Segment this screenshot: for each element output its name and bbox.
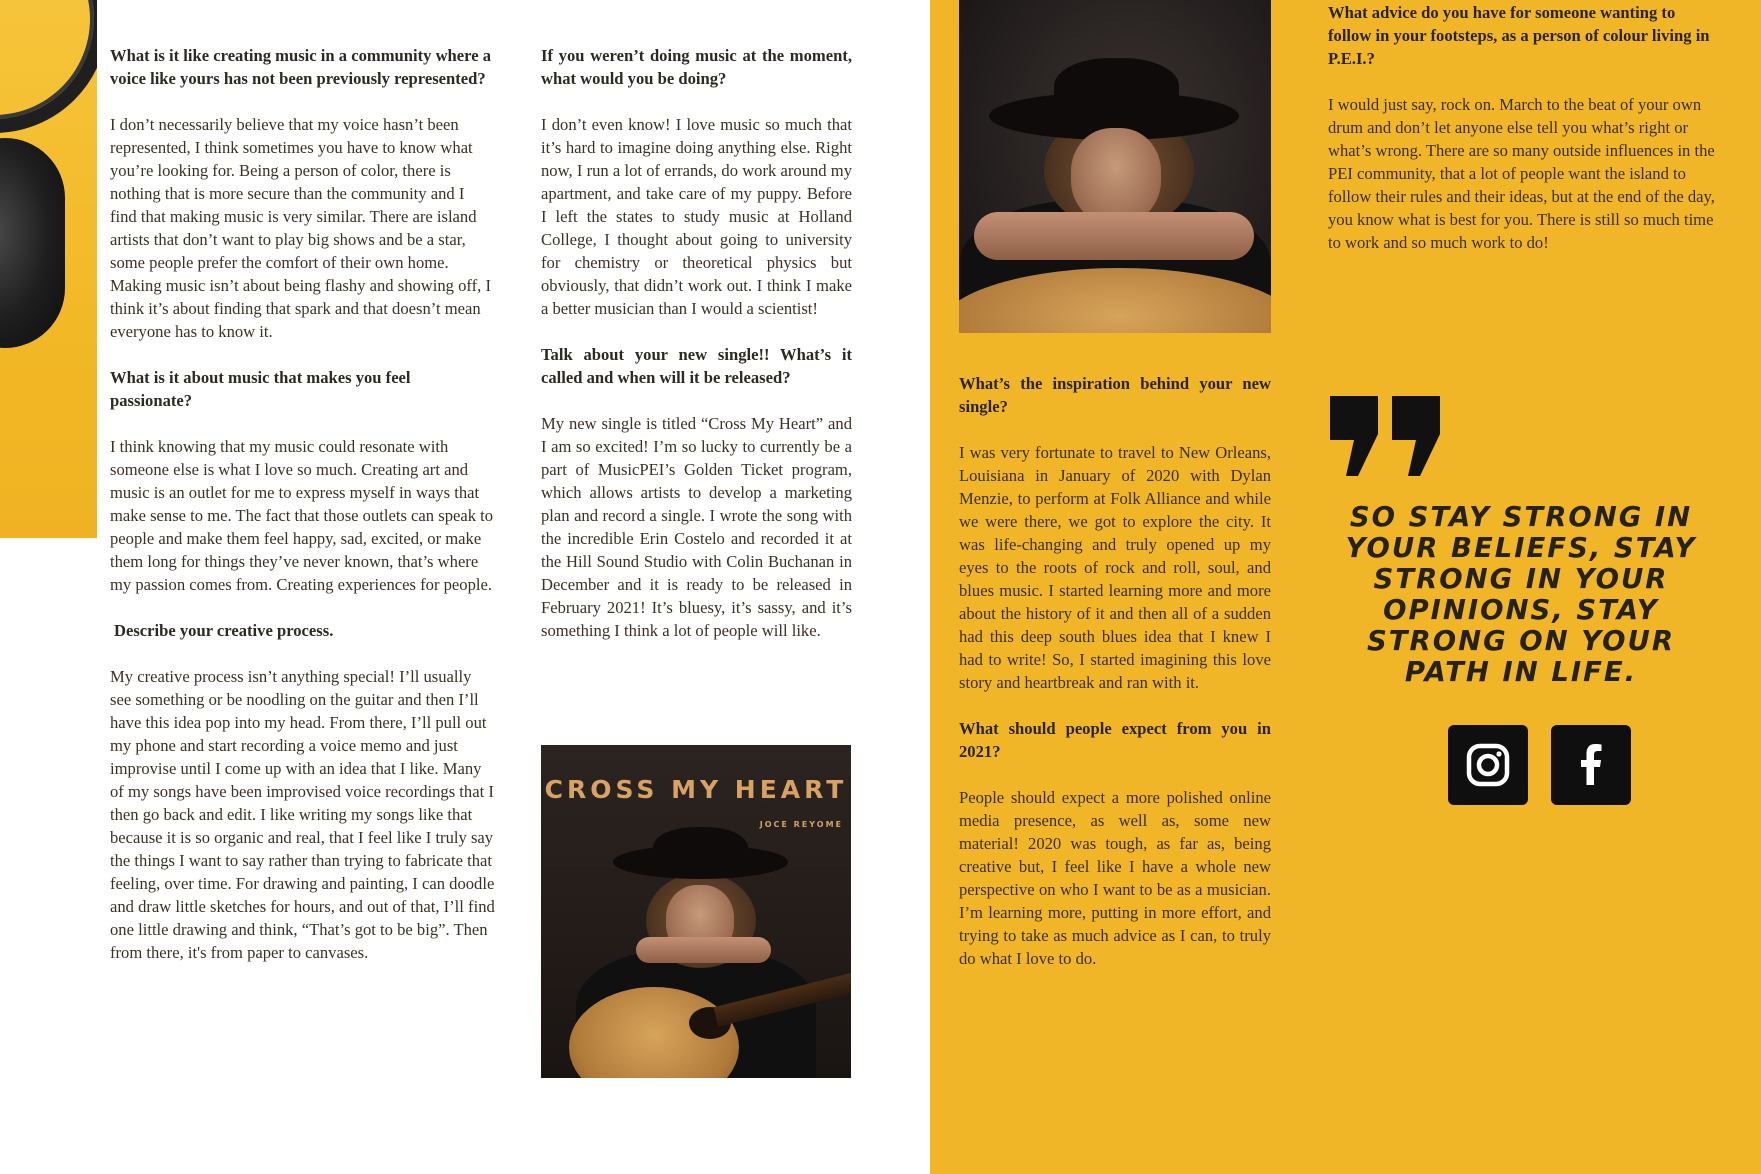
left-column-2 — [541, 44, 852, 665]
quote-marks-icon — [1328, 396, 1448, 476]
single-cover-art — [541, 745, 851, 1078]
question-heading: What should people expect from you in 2021? — [959, 719, 1271, 761]
answer-paragraph: People should expect a more polished online media presence, as well as, some new material! 2020 was tough, as far as, being creative but, I feel like I have a whole new perspective on who I want to be as a musician. I’m learning more, putting in more effort, and trying to take as much advice as I can, to truly do what I love to do. — [959, 788, 1271, 968]
figure-arms — [636, 937, 771, 963]
cover-title: CROSS MY HEART — [544, 775, 848, 804]
question-heading: What advice do you have for someone wanting to follow in your footsteps, as a person of colour living in P.E.I.? — [1328, 3, 1710, 68]
figure-arms — [974, 212, 1254, 260]
answer-paragraph: I think knowing that my music could resonate with someone else is what I love so much. Creating art and music is an outlet for me to express myself in ways that make sense to me. The fact that those outlets can speak to people and make them feel happy, sad, excited, or make them long for things they’ve never known, that’s where my passion comes from. Creating experiences for people. — [110, 437, 494, 594]
instagram-button[interactable] — [1448, 725, 1528, 805]
right-column-2 — [1328, 1, 1720, 277]
answer-paragraph: I would just say, rock on. March to the beat of your own drum and don’t let anyone else tell you what’s right or what’s wrong. There are so many outside influences in the PEI community, that a lot of people want the island to follow their rules and their ideas, but at the end of the day, you know what is best for you. There is still so much time to work and so much work to do! — [1328, 95, 1715, 252]
answer-paragraph: My new single is titled “Cross My Heart” and I am so excited! I’m so lucky to currently be a part of MusicPEI’s Golden Ticket program, which allows artists to develop a marketing plan and record a single. I wrote the song with the incredible Erin Costelo and recorded it at the Hill Sound Studio with Colin Buchanan in December and it is ready to be released in February 2021! It’s bluesy, it’s sassy, and it’s something I think a lot of people will like. — [541, 414, 852, 640]
pull-quote: SO STAY STRONG IN YOUR BELIEFS, STAY STRONG IN YOUR OPINIONS, STAY STRONG ON YOUR PATH IN LIFE. — [1345, 501, 1697, 688]
right-column-1 — [959, 372, 1271, 993]
figure-face — [1071, 128, 1161, 224]
figure-hat-crown — [653, 827, 748, 872]
question-heading: What’s the inspiration behind your new single? — [959, 374, 1271, 416]
question-heading: What is it like creating music in a community where a voice like yours has not been previously represented? — [110, 46, 492, 88]
left-column-1 — [110, 44, 495, 987]
answer-paragraph: My creative process isn’t anything special! I’ll usually see something or be noodling on the guitar and then I’ll have this idea pop into my head. From there, I’ll pull out my phone and start recording a voice memo and just improvise until I come up with an idea that I like. Many of my songs have been improvised voice recordings that I then go back and edit. I like writing my songs like that because it is so organic and real, that I feel like I truly say the things I want to say rather than trying to fabricate that feeling, over time. For drawing and painting, I can doodle and draw little sketches for hours, and out of that, I’ll find one little drawing and think, “That’s got to be big”. Then from there, it's from paper to canvases. — [110, 667, 495, 962]
question-heading: Talk about your new single!! What’s it called and when will it be released? — [541, 345, 852, 387]
question-heading: Describe your creative process. — [114, 621, 334, 640]
figure-hat-crown — [1054, 58, 1179, 120]
answer-paragraph: I don’t even know! I love music so much that it’s hard to imagine doing anything else. Right now, I run a lot of errands, do work around my apartment, and take care of my puppy. Before I left the states to study music at Holland College, I thought about going to university for chemistry or theoretical physics but obviously, that didn’t work out. I think I make a better musician than I would a scientist! — [541, 115, 852, 318]
answer-paragraph: I don’t necessarily believe that my voice hasn’t been represented, I think sometimes you have to know what you’re looking for. Being a person of color, there is nothing that is more secure than the community and I find that making music is very similar. There are island artists that don’t want to play big shows and be a star, some people prefer the comfort of their own home. Making music isn’t about being flashy and showing off, I think it’s about finding that spark and that doesn’t mean everyone has to know it. — [110, 115, 491, 341]
headphone-ear-cup — [0, 138, 65, 348]
facebook-button[interactable] — [1551, 725, 1631, 805]
headphone-band — [0, 0, 97, 133]
question-heading: If you weren’t doing music at the moment, what would you be doing? — [541, 46, 852, 88]
artist-photo — [959, 0, 1271, 333]
facebook-icon — [1551, 725, 1631, 805]
answer-paragraph: I was very fortunate to travel to New Orleans, Louisiana in January of 2020 with Dylan Menzie, to perform at Folk Alliance and while we were there, we got to explore the city. It was life-changing and truly opened up my eyes to the roots of rock and roll, soul, and blues music. I started learning more and more about the history of it and then all of a sudden had this deep south blues idea that I knew I had to write! So, I started imagining this love story and heartbreak and ran with it. — [959, 443, 1271, 692]
cover-artist: JOCE REYOME — [759, 820, 843, 829]
instagram-icon — [1448, 725, 1528, 805]
headphones-image — [0, 0, 97, 538]
question-heading: What is it about music that makes you feel passionate? — [110, 368, 411, 410]
